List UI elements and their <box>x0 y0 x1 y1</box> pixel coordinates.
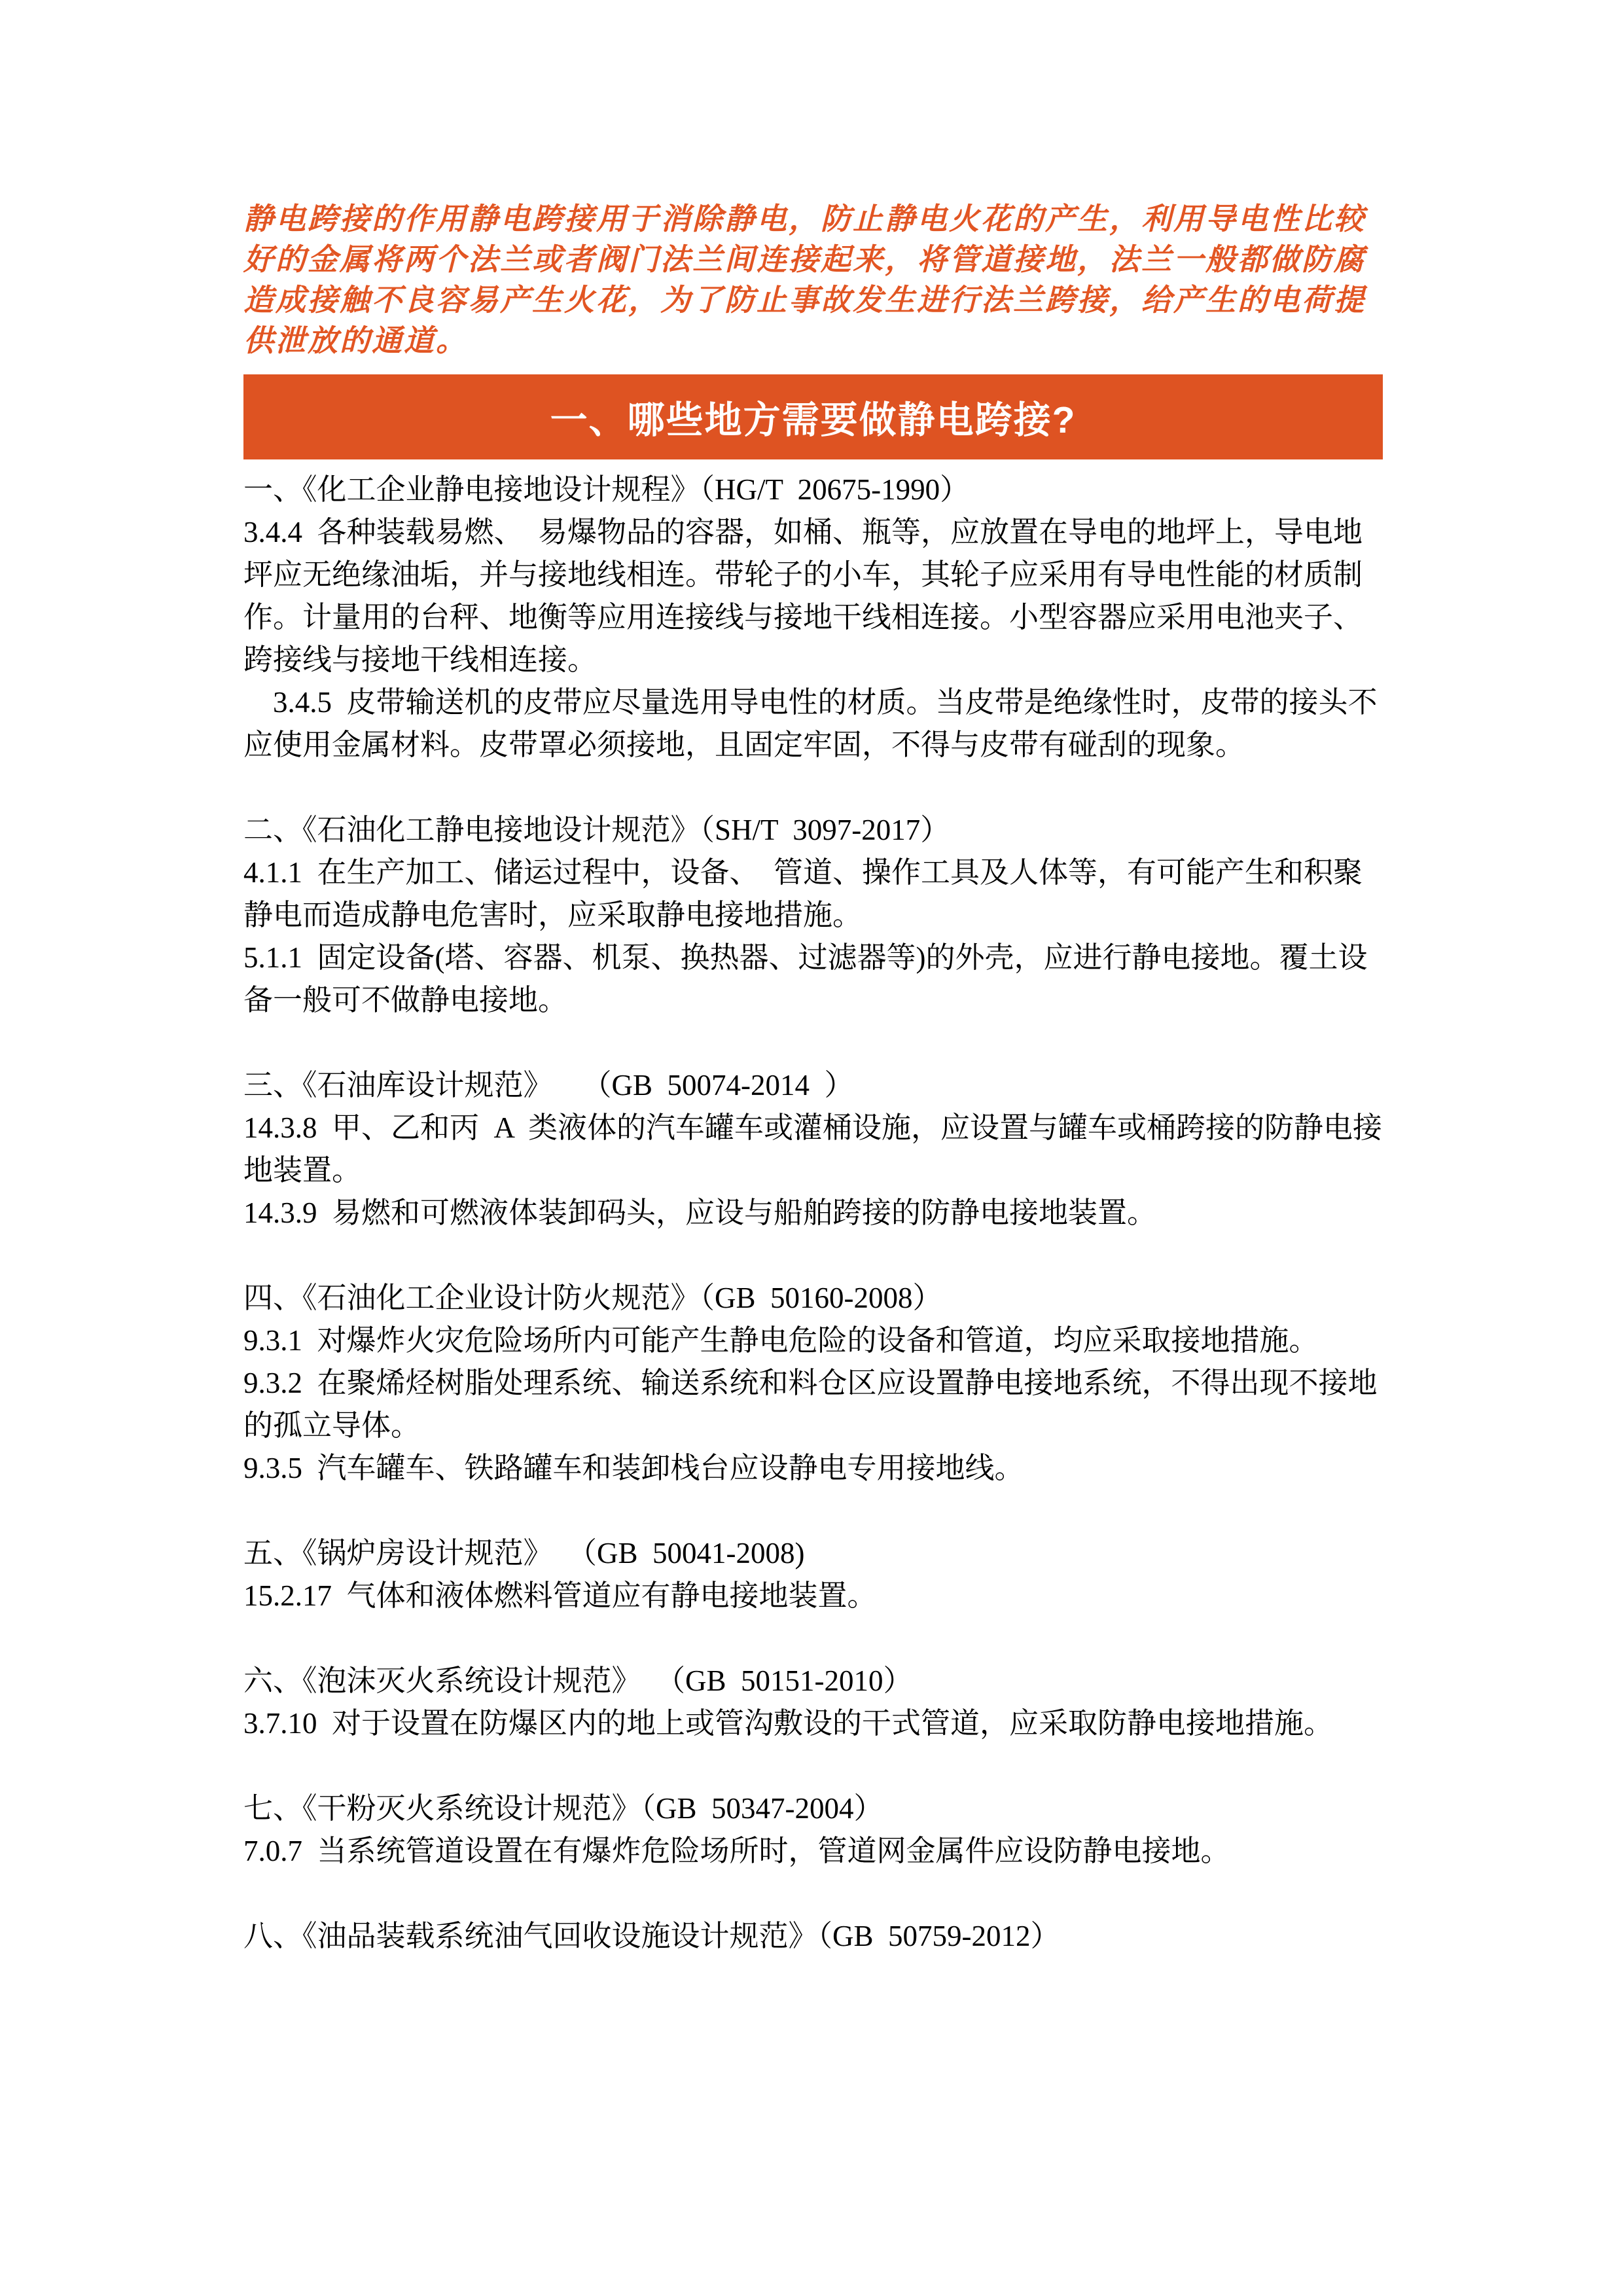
regulation-heading: 七、《干粉灭火系统设计规范》（GB 50347-2004） <box>243 1792 883 1825</box>
regulation-clause: 15.2.17 气体和液体燃料管道应有静电接地装置。 <box>243 1579 877 1612</box>
regulation-clause: 9.3.5 汽车罐车、铁路罐车和装卸栈台应设静电专用接地线。 <box>243 1452 1024 1484</box>
banner-title: 一、哪些地方需要做静电跨接? <box>550 399 1077 441</box>
regulation-clause: 3.7.10 对于设置在防爆区内的地上或管沟敷设的干式管道，应采取防静电接地措施。 <box>243 1707 1334 1740</box>
regulation-clause: 14.3.8 甲、乙和丙 A 类液体的汽车罐车或灌桶设施，应设置与罐车或桶跨接的防静电接地装置。 <box>243 1111 1383 1187</box>
regulation-section-7 <box>243 1787 1383 1873</box>
regulation-clause: 9.3.2 在聚烯烃树脂处理系统、输送系统和料仓区应设置静电接地系统，不得出现不接地的孤立导体。 <box>243 1367 1378 1442</box>
regulation-clause: 3.4.5 皮带输送机的皮带应尽量选用导电性的材质。当皮带是绝缘性时，皮带的接头不应使用金属材料。皮带罩必须接地，且固定牢固，不得与皮带有碰刮的现象。 <box>243 686 1378 761</box>
regulation-heading: 八、《油品装载系统油气回收设施设计规范》（GB 50759-2012） <box>243 1920 1060 1952</box>
regulation-section-2 <box>243 809 1383 1022</box>
regulation-heading: 四、《石油化工企业设计防火规范》（GB 50160-2008） <box>243 1282 942 1314</box>
regulation-clause: 5.1.1 固定设备(塔、容器、机泵、换热器、过滤器等)的外壳，应进行静电接地。覆土设备一般可不做静电接地。 <box>243 941 1368 1016</box>
regulation-section-1 <box>243 469 1383 766</box>
document-body <box>243 469 1383 1958</box>
regulation-heading: 二、《石油化工静电接地设计规范》（SH/T 3097-2017） <box>243 814 950 846</box>
regulation-heading: 六、《泡沫灭火系统设计规范》 （GB 50151-2010） <box>243 1664 913 1697</box>
regulation-section-8 <box>243 1915 1383 1958</box>
regulation-section-3 <box>243 1064 1383 1234</box>
regulation-clause: 14.3.9 易燃和可燃液体装卸码头，应设与船舶跨接的防静电接地装置。 <box>243 1196 1157 1229</box>
regulation-section-4 <box>243 1277 1383 1490</box>
regulation-heading: 一、《化工企业静电接地设计规程》（HG/T 20675-1990） <box>243 473 970 506</box>
regulation-clause: 7.0.7 当系统管道设置在有爆炸危险场所时，管道网金属件应设防静电接地。 <box>243 1835 1230 1867</box>
regulation-section-5 <box>243 1532 1383 1617</box>
regulation-section-6 <box>243 1660 1383 1745</box>
regulation-clause: 4.1.1 在生产加工、储运过程中，设备、 管道、操作工具及人体等，有可能产生和积聚静电而造成静电危害时，应采取静电接地措施。 <box>243 856 1363 931</box>
regulation-heading: 五、《锅炉房设计规范》 （GB 50041-2008) <box>243 1537 805 1570</box>
intro-paragraph: 静电跨接的作用静电跨接用于消除静电，防止静电火花的产生，利用导电性比较好的金属将两个法兰或者阀门法兰间连接起来，将管道接地，法兰一般都做防腐造成接触不良容易产生火花，为了防止事故发生进行法兰跨接，给产生的电荷提供泄放的通道。 <box>243 202 1366 357</box>
regulation-clause: 9.3.1 对爆炸火灾危险场所内可能产生静电危险的设备和管道，均应采取接地措施。 <box>243 1324 1319 1357</box>
section-banner <box>243 374 1383 459</box>
regulation-heading: 三、《石油库设计规范》 （GB 50074-2014 ） <box>243 1069 854 1102</box>
regulation-clause: 3.4.4 各种装载易燃、 易爆物品的容器，如桶、瓶等，应放置在导电的地坪上，导电地坪应无绝缘油垢，并与接地线相连。带轮子的小车，其轮子应采用有导电性能的材质制作。计量用的台秤、地衡等应用连接线与接地干线相连接。小型容器应采用电池夹子、跨接线与接地干线相连接。 <box>243 516 1363 676</box>
